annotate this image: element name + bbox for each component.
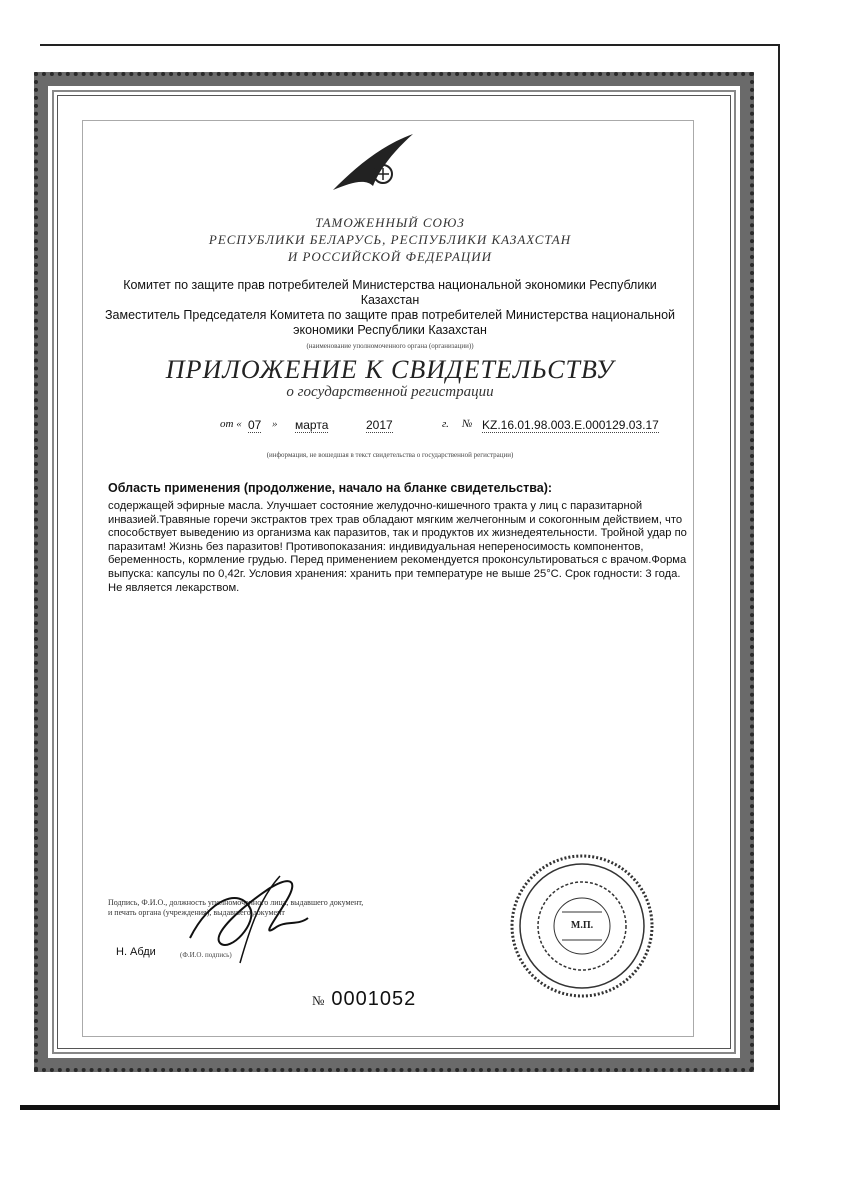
stamp-label: М.П. [570, 920, 594, 931]
section-heading: Область применения (продолжение, начало на бланке свидетельства): [108, 481, 553, 495]
document-number-prefix: № [312, 993, 326, 1008]
authority-caption: (наименование уполномоченного органа (организации)) [306, 342, 474, 350]
document-number [312, 988, 416, 1011]
committee-heading [90, 278, 690, 338]
date-day: 07 [248, 418, 262, 432]
day-close: » [272, 418, 278, 430]
scan-edge-bottom [20, 1105, 780, 1110]
union-line-2: РЕСПУБЛИКИ БЕЛАРУСЬ, РЕСПУБЛИКИ КАЗАХСТАН [208, 232, 572, 247]
scan-edge-top [40, 44, 780, 46]
date-month: марта [295, 418, 329, 432]
union-heading [90, 214, 690, 265]
union-line-1: ТАМОЖЕННЫЙ СОЮЗ [315, 215, 465, 230]
deputy-line-1: Заместитель Председателя Комитета по защите прав потребителей Министерства национальной [104, 308, 675, 322]
signature-caption: Подпись, Ф.И.О., должность уполномоченного лица, выдавшего документ, и печать органа (учреждения), выдавшего документ [108, 898, 364, 917]
committee-line-1: Комитет по защите прав потребителей Министерства национальной экономики Республики [123, 278, 657, 292]
registration-number: KZ.16.01.98.003.E.000129.03.17 [482, 418, 659, 432]
date-year: 2017 [366, 418, 393, 432]
info-caption: (информация, не вошедшая в текст свидетельства о государственной регистрации) [266, 451, 514, 459]
committee-line-2: Казахстан [360, 293, 420, 307]
signer-name: Н. Абди [116, 946, 156, 958]
year-suffix: г. [442, 418, 449, 430]
signer-caption: (Ф.И.О. подпись) [180, 951, 232, 959]
deputy-line-2: экономики Республики Казахстан [293, 323, 487, 337]
union-line-3: И РОССИЙСКОЙ ФЕДЕРАЦИИ [287, 249, 493, 264]
document-number-value: 0001052 [331, 988, 417, 1010]
page-subtitle: о государственной регистрации [286, 384, 494, 400]
page-title: ПРИЛОЖЕНИЕ К СВИДЕТЕЛЬСТВУ [165, 355, 615, 384]
handwritten-signature-icon [180, 868, 320, 968]
number-label: № [462, 418, 473, 430]
body-text: содержащей эфирные масла. Улучшает состояние желудочно-кишечного тракта у лиц с паразитарной инвазией.Травяные горечи экстрактов трех трав обладают мягким желчегонным и сокогонным действием, что способствует выведению из организма как паразитов, так и продуктов их жизнедеятельности. Тройной удар по паразитам! Жизнь без паразитов! Противопоказания: индивидуальная непереносимость компонентов, беременность, кормление грудью. Перед применением рекомендуется проконсультироваться с врачом.Форма выпуска: капсулы по 0,42г. Условия хранения: хранить при температуре не выше 25°С. Срок годности: 3 года. Не является лекарством. [108, 500, 687, 594]
from-label: от « [220, 418, 242, 430]
date-registration-row [220, 415, 700, 437]
customs-union-emblem-icon [325, 128, 420, 198]
scan-edge-right [778, 44, 780, 1109]
